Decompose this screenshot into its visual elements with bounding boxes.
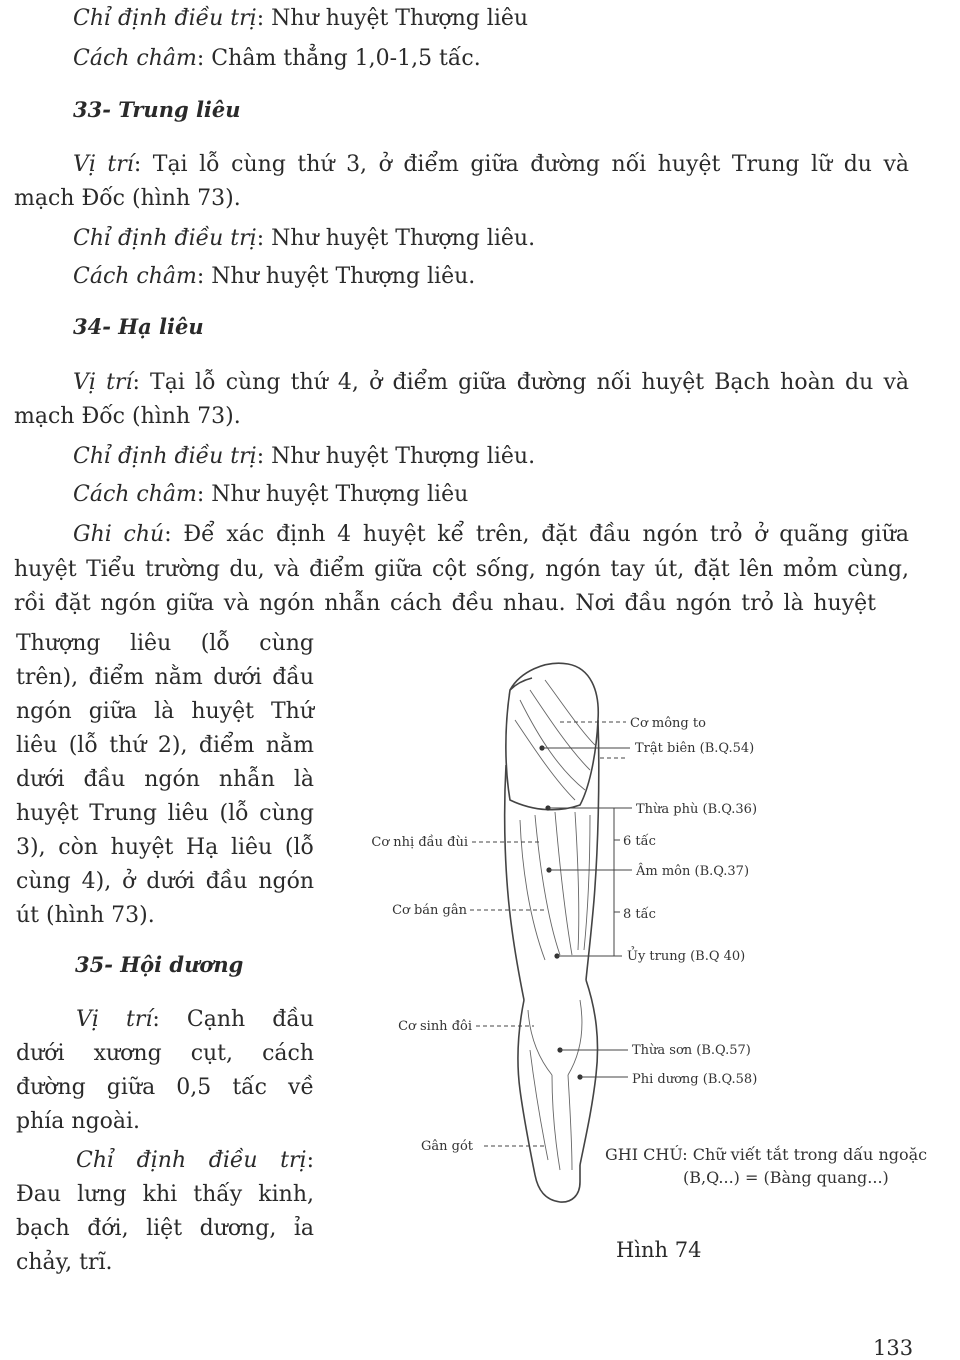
s33-vitri-line1 — [73, 150, 909, 180]
label-co-mong-to: Cơ mông to — [630, 716, 706, 731]
s34-ghi-chu-line3: rồi đặt ngón giữa và ngón nhẫn cách đều nhau. Nơi đầu ngón trỏ là huyệt — [14, 591, 876, 616]
col-line: phía ngoài. — [16, 1109, 141, 1134]
text: : Cạnh đầu — [152, 1007, 315, 1032]
figure-note — [605, 1144, 927, 1187]
label: Vị trí — [73, 152, 134, 177]
col-line: đường giữa 0,5 tấc về — [16, 1075, 314, 1100]
s34-chi-dinh — [73, 442, 535, 472]
label: Cách châm — [73, 46, 197, 71]
s33-chi-dinh — [73, 224, 535, 254]
s34-vitri-line2: mạch Đốc (hình 73). — [14, 404, 241, 429]
col-line: trên), điểm nằm dưới đầu — [16, 665, 314, 690]
heading-title: Trung liêu — [118, 97, 241, 122]
leader-lines — [470, 722, 632, 1146]
heading-35 — [75, 950, 243, 980]
label: Vị trí — [73, 370, 133, 395]
label: Cách châm — [73, 482, 197, 507]
text: : Như huyệt Thượng liêu — [196, 482, 469, 507]
label-thua-phu: Thừa phù (B.Q.36) — [636, 802, 758, 817]
col-line: huyệt Trung liêu (lỗ cùng — [16, 801, 314, 826]
label: Ghi chú — [73, 522, 165, 547]
text: : Tại lỗ cùng thứ 4, ở điểm giữa đường nối huyệt Bạch hoàn du và — [132, 370, 909, 395]
label: Chỉ định điều trị — [73, 226, 257, 251]
labels-right — [623, 716, 757, 1087]
label-gan-got: Gân gót — [420, 1139, 473, 1154]
s33-cach-cham — [73, 262, 475, 292]
text: : Châm thẳng 1,0-1,5 tấc. — [196, 46, 481, 71]
text: : Như huyệt Thượng liêu. — [256, 226, 536, 251]
note-line1: GHI CHÚ: Chữ viết tắt trong dấu ngoặc — [605, 1145, 928, 1164]
label: Vị trí — [76, 1007, 153, 1032]
top-cach-cham — [73, 44, 481, 74]
label-am-mon: Âm môn (B.Q.37) — [636, 864, 750, 879]
s34-ghi-chu-line2: huyệt Tiểu trường du, và điểm giữa cột sống, ngón tay út, đặt lên mỏm cùng, — [14, 557, 909, 582]
col-line: út (hình 73). — [16, 903, 155, 928]
labels-left — [371, 834, 473, 1154]
heading-number: 35- — [75, 952, 121, 977]
col-line: cùng 4), ở dưới đầu ngón — [16, 869, 314, 894]
heading-33 — [73, 95, 241, 125]
heading-title: Hạ liêu — [118, 314, 204, 339]
label-6-tac: 6 tấc — [623, 834, 656, 849]
page-number: 133 — [873, 1336, 914, 1360]
text: : — [306, 1148, 314, 1173]
label-co-ban-gan: Cơ bán gân — [392, 903, 467, 918]
label: Cách châm — [73, 264, 197, 289]
heading-title: Hội dương — [120, 952, 244, 977]
text: : Như huyệt Thượng liêu. — [256, 444, 536, 469]
note-line2: (B,Q...) = (Bàng quang...) — [683, 1168, 889, 1187]
col-line: 3), còn huyệt Hạ liêu (lỗ — [16, 835, 314, 860]
s34-ghi-chu-line1 — [73, 520, 909, 550]
heading-number: 34- — [73, 314, 119, 339]
label: Chỉ định điều trị — [76, 1148, 307, 1173]
label-uy-trung: Ủy trung (B.Q 40) — [627, 949, 746, 964]
col-line: Thượng liêu (lỗ cùng — [16, 631, 314, 656]
label-co-sinh-doi: Cơ sinh đôi — [398, 1019, 472, 1034]
col-line: dưới đầu ngón nhẫn là — [16, 767, 314, 792]
col-line: bạch đới, liệt dương, ỉa — [16, 1216, 314, 1241]
label: Chỉ định điều trị — [73, 6, 257, 31]
heading-number: 33- — [73, 97, 119, 122]
col-line: Đau lưng khi thấy kinh, — [16, 1182, 314, 1207]
acupoints — [539, 745, 582, 1079]
s35-vitri-line1 — [76, 1005, 314, 1035]
s34-vitri-line1 — [73, 368, 909, 398]
label-phi-duong: Phi dương (B.Q.58) — [632, 1072, 758, 1087]
label: Chỉ định điều trị — [73, 444, 257, 469]
heading-34 — [73, 312, 204, 342]
col-line: chảy, trĩ. — [16, 1250, 113, 1275]
leg-outline — [505, 663, 599, 1202]
text: : Như huyệt Thượng liêu. — [196, 264, 476, 289]
label-co-nhi-dau-dui: Cơ nhị đầu đùi — [371, 835, 468, 850]
s33-vitri-line2: mạch Đốc (hình 73). — [14, 186, 241, 211]
label-thua-son: Thừa sơn (B.Q.57) — [632, 1043, 751, 1058]
col-line: dưới xương cụt, cách — [16, 1041, 314, 1066]
figure-caption: Hình 74 — [616, 1238, 702, 1262]
label-trat-bien: Trật biên (B.Q.54) — [635, 741, 755, 756]
s35-chi-dinh-line1 — [76, 1146, 314, 1176]
label-8-tac: 8 tấc — [623, 907, 656, 922]
text: : Như huyệt Thượng liêu — [256, 6, 529, 31]
col-line: ngón giữa là huyệt Thứ — [16, 699, 314, 724]
s34-cach-cham — [73, 480, 468, 510]
muscle-lines — [515, 680, 595, 1170]
col-line: liêu (lỗ thứ 2), điểm nằm — [16, 733, 314, 758]
top-chi-dinh — [73, 4, 528, 34]
text: : Để xác định 4 huyệt kể trên, đặt đầu ngón trỏ ở quãng giữa — [164, 522, 909, 547]
text: : Tại lỗ cùng thứ 3, ở điểm giữa đường nối huyệt Trung lữ du và — [133, 152, 909, 177]
